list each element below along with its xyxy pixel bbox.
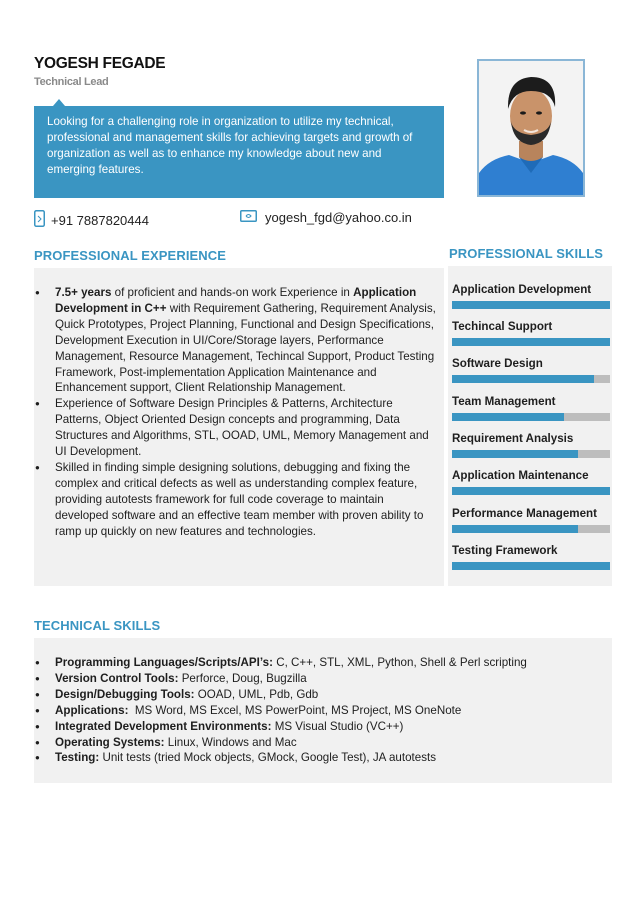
profile-photo xyxy=(477,59,585,197)
technical-item xyxy=(34,719,604,735)
candidate-role: Technical Lead xyxy=(34,76,109,88)
skill-item xyxy=(452,544,610,570)
technical-item xyxy=(34,687,604,703)
skill-label: Requirement Analysis xyxy=(452,432,574,445)
skill-item xyxy=(452,469,610,495)
skill-item xyxy=(452,507,610,533)
profile-photo-image xyxy=(479,61,583,195)
skill-bar-track xyxy=(452,450,610,458)
skill-bar-fill xyxy=(452,301,610,309)
skill-bar-track xyxy=(452,338,610,346)
email-contact xyxy=(240,210,412,225)
technical-value: Linux, Windows and Mac xyxy=(164,735,297,749)
experience-title: PROFESSIONAL EXPERIENCE xyxy=(34,248,227,263)
skill-item xyxy=(452,357,610,383)
summary-pointer xyxy=(53,99,65,106)
skill-label: Application Maintenance xyxy=(452,469,589,482)
email-address[interactable]: yogesh_fgd@yahoo.co.in xyxy=(265,210,412,225)
skill-label: Techincal Support xyxy=(452,320,553,333)
skills-panel xyxy=(448,266,612,586)
technical-value: Unit tests (tried Mock objects, GMock, Google Test), JA autotests xyxy=(99,751,437,765)
skill-label: Performance Management xyxy=(452,507,597,520)
phone-number[interactable]: +91 7887820444 xyxy=(51,212,149,228)
technical-value: MS Visual Studio (VC++) xyxy=(271,719,404,733)
technical-value: OOAD, UML, Pdb, Gdb xyxy=(194,687,319,701)
technical-item xyxy=(34,671,604,687)
experience-text: with Requirement Gathering, Requirement Analysis, Quick Prototypes, Project Planning, Functional and Design Specifications, Development Execution in UI/Core/Storage layers, Performance Management, Resource Management, Techincal Support, Product Testing Framework, Post-implementation Application Maintenance and Enhancement support, Client Relationship Management. xyxy=(55,301,436,395)
technical-value: Perforce, Doug, Bugzilla xyxy=(178,671,307,685)
experience-list xyxy=(34,285,440,540)
experience-item xyxy=(34,285,440,396)
skill-bar-fill xyxy=(452,487,610,495)
skill-bar-track xyxy=(452,413,610,421)
experience-item: ● Skilled in finding simple designing solutions, debugging and fixing the complex and critical defects as well as understanding complex feature, providing autotests framework for full code coverage to maintain developed software and an effective team member with proven ability to ramp up quickly on new features and technologies. xyxy=(34,460,440,540)
skill-item xyxy=(452,432,610,458)
technical-label: Integrated Development Environments: xyxy=(55,719,272,733)
skill-item xyxy=(452,283,610,309)
technical-title: TECHNICAL SKILLS xyxy=(34,618,161,633)
technical-label: Programming Languages/Scripts/API’s: xyxy=(55,656,273,669)
phone-contact xyxy=(34,210,149,230)
skill-item xyxy=(452,320,610,346)
skill-bar-fill xyxy=(452,525,578,533)
skill-bar-fill xyxy=(452,338,610,346)
experience-highlight: Application Development in C++ xyxy=(55,286,417,315)
experience-text: of proficient and hands-on work Experience in xyxy=(111,286,354,299)
summary-box: Looking for a challenging role in organization to utilize my technical, professional and management skills for achieving targets and growth of organization as well as to enhance my knowledge about new and emerging features. xyxy=(34,106,444,198)
technical-item xyxy=(34,655,604,671)
skill-bar-track xyxy=(452,301,610,309)
skill-bar-fill xyxy=(452,562,610,570)
skill-label: Application Development xyxy=(452,283,592,296)
skill-bar-track xyxy=(452,562,610,570)
envelope-icon xyxy=(240,210,257,225)
technical-label: Testing: xyxy=(55,751,100,765)
experience-years: 7.5+ years xyxy=(55,286,112,299)
skill-bar-track xyxy=(452,487,610,495)
technical-panel xyxy=(34,638,612,783)
technical-item xyxy=(34,703,604,719)
skill-label: Software Design xyxy=(452,357,543,370)
skill-bar-fill xyxy=(452,450,578,458)
skill-bar-fill xyxy=(452,375,594,383)
skill-item xyxy=(452,395,610,421)
technical-list xyxy=(34,655,604,766)
skill-bar-track xyxy=(452,525,610,533)
technical-value: MS Word, MS Excel, MS PowerPoint, MS Project, MS OneNote xyxy=(128,703,462,717)
mobile-phone-icon xyxy=(34,210,45,230)
technical-item xyxy=(34,750,604,766)
technical-label: Version Control Tools: xyxy=(55,671,179,685)
technical-label: Applications: xyxy=(55,703,129,717)
candidate-name: YOGESH FEGADE xyxy=(34,55,166,72)
skills-title: PROFESSIONAL SKILLS xyxy=(449,246,604,261)
experience-item: ● Experience of Software Design Principles & Patterns, Architecture Patterns, Object Oriented Design concepts and programming, Data Structures and Algorithms, STL, OOAD, UML, Memory Management and UI Development. xyxy=(34,396,440,460)
technical-label: Design/Debugging Tools: xyxy=(55,687,195,701)
skill-bar-fill xyxy=(452,413,564,421)
technical-label: Operating Systems: xyxy=(55,735,165,749)
skill-label: Team Management xyxy=(452,395,556,408)
skill-bar-track xyxy=(452,375,610,383)
technical-item xyxy=(34,735,604,751)
technical-value: C, C++, STL, XML, Python, Shell & Perl scripting xyxy=(272,656,527,669)
experience-panel xyxy=(34,268,444,586)
skill-label: Testing Framework xyxy=(452,544,558,557)
